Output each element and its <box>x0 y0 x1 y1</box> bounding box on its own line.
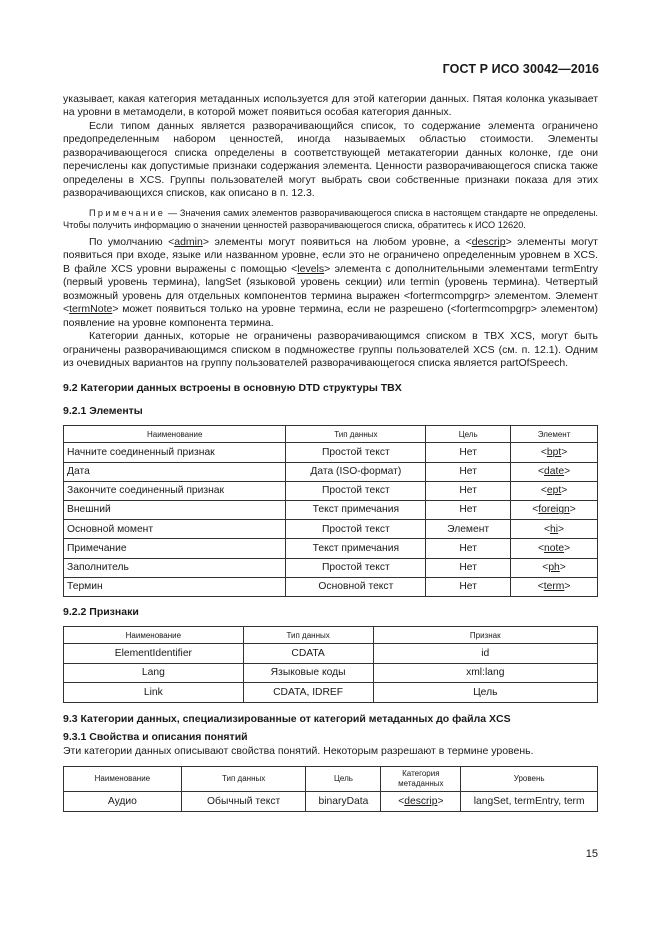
p3-text-e: > может появиться только на уровне термина, если не разрешено (<fortermcompgrp> элементом) появление на уровне компонента термина. <box>63 303 598 329</box>
col-header: Наименование <box>64 426 286 443</box>
tag-name: term <box>543 581 565 593</box>
table-row <box>64 644 598 664</box>
tag-name: foreign <box>538 504 570 516</box>
tag-name: ept <box>546 485 562 497</box>
note <box>63 207 598 231</box>
tag-name: date <box>544 466 565 478</box>
col-header: Уровень <box>461 767 598 792</box>
table-row <box>64 558 598 577</box>
tag-open: < <box>532 504 539 516</box>
tag-name: bpt <box>546 446 562 458</box>
datatype-cell: Текст примечания <box>286 539 426 558</box>
col-header: Признак <box>373 627 598 644</box>
datatype-cell: Основной текст <box>286 577 426 596</box>
target-cell: Нет <box>426 539 511 558</box>
table-row <box>64 520 598 539</box>
col-header: Тип данных <box>286 426 426 443</box>
p3-text-c: > элементы могут появиться при входе, языке или названном уровне, если это не ограничено определенным уровнем в XCS. В файле XCS уровни выражены с помощью < <box>63 236 598 275</box>
name-cell: ElementIdentifier <box>64 644 244 664</box>
attribute-cell: xml:lang <box>373 663 598 683</box>
col-header: Категория метаданных <box>381 767 461 792</box>
element-tag-cell <box>511 520 598 539</box>
table-header-row <box>64 767 598 792</box>
name-cell: Примечание <box>64 539 286 558</box>
level-cell: langSet, termEntry, term <box>461 792 598 812</box>
target-cell: Нет <box>426 481 511 500</box>
name-cell: Аудио <box>64 792 182 812</box>
name-cell: Link <box>64 683 244 703</box>
target-cell: Нет <box>426 443 511 462</box>
element-tag-cell <box>511 481 598 500</box>
tag-open: < <box>537 581 544 593</box>
page-body <box>63 93 598 812</box>
tag-close: > <box>564 466 571 478</box>
table-row <box>64 577 598 596</box>
tag-close: > <box>559 561 566 573</box>
element-tag-cell <box>511 443 598 462</box>
paragraph-1: указывает, какая категория метаданных используется для этой категории данных. Пятая колонка указывает на уровни в метамодели, в которой может появиться особая категория данных. <box>63 93 598 119</box>
datatype-cell: Простой текст <box>286 558 426 577</box>
table-row <box>64 683 598 703</box>
datatype-cell: Языковые коды <box>243 663 373 683</box>
page-number: 15 <box>585 848 598 860</box>
tag-close: > <box>569 504 576 516</box>
tag-name: note <box>544 542 565 554</box>
paragraph-3 <box>63 236 598 330</box>
datatype-cell: Простой текст <box>286 481 426 500</box>
datatype-cell: Простой текст <box>286 520 426 539</box>
tag-close: > <box>558 523 565 535</box>
name-cell: Термин <box>64 577 286 596</box>
tag-open: < <box>544 523 551 535</box>
datatype-cell: Текст примечания <box>286 501 426 520</box>
datatype-cell: CDATA, IDREF <box>243 683 373 703</box>
name-cell: Заполнитель <box>64 558 286 577</box>
target-cell: binaryData <box>306 792 381 812</box>
section-9-3-1-heading: 9.3.1 Свойства и описания понятий <box>63 731 248 744</box>
section-9-2-2-heading: 9.2.2 Признаки <box>63 605 139 618</box>
tag-name: ph <box>548 561 560 573</box>
tag-close: > <box>564 542 571 554</box>
tag-name: descrip <box>404 796 438 808</box>
attribute-cell: id <box>373 644 598 664</box>
datatype-cell: Простой текст <box>286 443 426 462</box>
properties-table <box>63 766 598 812</box>
col-header: Цель <box>426 426 511 443</box>
name-cell: Начните соединенный признак <box>64 443 286 462</box>
elements-table <box>63 425 598 597</box>
p3-text-a: По умолчанию < <box>89 236 175 249</box>
target-cell: Нет <box>426 462 511 481</box>
tag-close: > <box>561 485 568 497</box>
target-cell: Элемент <box>426 520 511 539</box>
descrip-link: descrip <box>471 236 506 249</box>
table-row <box>64 539 598 558</box>
col-header: Наименование <box>64 767 182 792</box>
table-header-row <box>64 627 598 644</box>
attributes-table <box>63 626 598 703</box>
col-header: Элемент <box>511 426 598 443</box>
table-row <box>64 481 598 500</box>
table-row <box>64 792 598 812</box>
tag-open: < <box>398 796 405 808</box>
table-header-row <box>64 426 598 443</box>
section-9-2-heading: 9.2 Категории данных встроены в основную DTD структуры TBX <box>63 381 402 394</box>
tag-name: hi <box>550 523 559 535</box>
col-header: Тип данных <box>243 627 373 644</box>
admin-link: admin <box>174 236 203 249</box>
table-row <box>64 501 598 520</box>
col-header: Наименование <box>64 627 244 644</box>
attribute-cell: Цель <box>373 683 598 703</box>
name-cell: Внешний <box>64 501 286 520</box>
col-header: Цель <box>306 767 381 792</box>
datatype-cell: Обычный текст <box>181 792 306 812</box>
tag-close: > <box>437 796 444 808</box>
element-tag-cell <box>511 462 598 481</box>
tag-open: < <box>540 446 547 458</box>
termnote-link: termNote <box>69 303 113 316</box>
standard-header: ГОСТ Р ИСО 30042—2016 <box>442 62 599 76</box>
levels-link: levels <box>297 262 325 275</box>
name-cell: Закончите соединенный признак <box>64 481 286 500</box>
section-9-3-heading: 9.3 Категории данных, специализированные от категорий метаданных до файла XCS <box>63 712 511 725</box>
tag-open: < <box>542 561 549 573</box>
p3-text-b: > элементы могут появиться на любом уровне, а < <box>202 236 472 249</box>
table-row <box>64 443 598 462</box>
name-cell: Основной момент <box>64 520 286 539</box>
element-tag-cell <box>511 501 598 520</box>
element-tag-cell <box>511 539 598 558</box>
tag-open: < <box>538 542 545 554</box>
tag-close: > <box>564 581 571 593</box>
target-cell: Нет <box>426 558 511 577</box>
target-cell: Нет <box>426 577 511 596</box>
note-text: — Значения самих элементов разворачивающегося списка в настоящем стандарте не определены. Чтобы получить информацию о значении ценностей разворачивающегося списка, обратитесь к ИСО 12620. <box>63 207 598 230</box>
datatype-cell: CDATA <box>243 644 373 664</box>
target-cell: Нет <box>426 501 511 520</box>
paragraph-2: Если типом данных является разворачивающийся список, то содержание элемента ограничено предопределенным набором ценностей, иногда называемых областью стоимости. Элементы разворачивающегося списка определены в соответствующей метакатегории данных колонке, где они перечислены как допустимые признаки содержания элемента. Ценности разворачивающегося списка также определены в XCS. Группы пользователей могут выбрать свои собственные признаки показа для этих разворачивающихся списков, как описано в п. 12.3. <box>63 119 598 200</box>
section-9-2-1-heading: 9.2.1 Элементы <box>63 405 143 418</box>
p3-text-d: > элемента с дополнительными элементами termEntry (первый уровень термина), langSet (языковой уровень секции) или termin (уровень термина). Четвертый возможный уровень для отдельных компонентов термина выражен <fortermcompgrp> элементом. Элемент < <box>63 262 599 316</box>
datatype-cell: Дата (ISO-формат) <box>286 462 426 481</box>
name-cell: Дата <box>64 462 286 481</box>
note-label: Примечание <box>89 207 166 218</box>
tag-open: < <box>538 466 545 478</box>
col-header: Тип данных <box>181 767 306 792</box>
section-9-3-1-text: Эти категории данных описывают свойства понятий. Некоторым разрешают в термине уровень. <box>63 744 534 757</box>
tag-close: > <box>561 446 568 458</box>
table-row <box>64 663 598 683</box>
table-row <box>64 462 598 481</box>
paragraph-4: Категории данных, которые не ограничены разворачивающимся списком в TBX XCS, могут быть ограничены разворачивающимся списком в подмножестве группы пользователей XCS (см. п. 12.1). Одним из очевидных вариантов на группу пользователей разворачивающегося списка является partOfSpeech. <box>63 330 598 370</box>
element-tag-cell <box>511 577 598 596</box>
tag-open: < <box>540 485 547 497</box>
element-tag-cell <box>381 792 461 812</box>
name-cell: Lang <box>64 663 244 683</box>
element-tag-cell <box>511 558 598 577</box>
